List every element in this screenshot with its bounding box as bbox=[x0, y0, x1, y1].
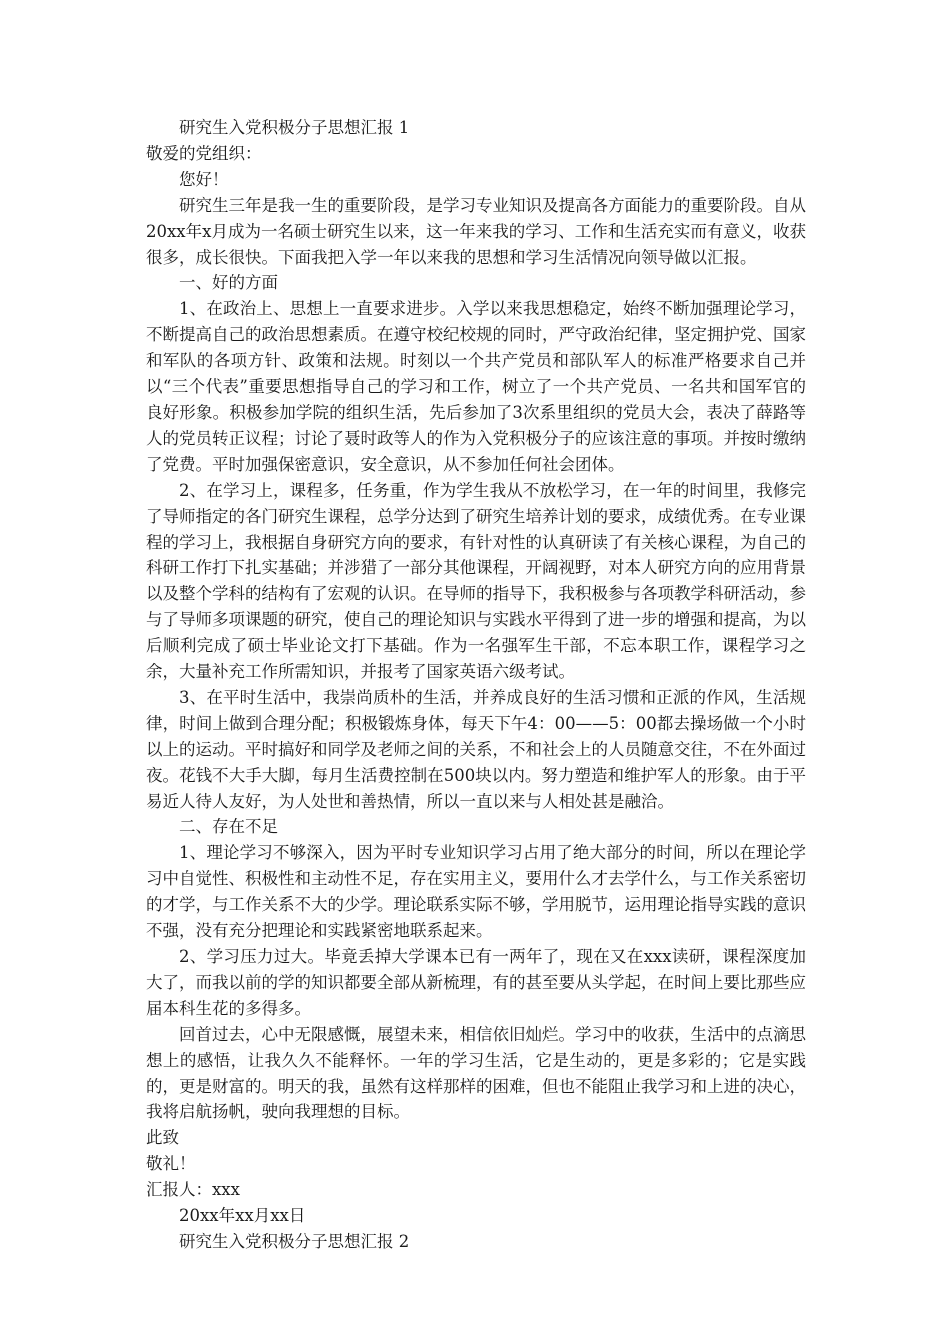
closing-line-2: 敬礼！ bbox=[146, 1154, 196, 1174]
reporter-line: 汇报人：xxx bbox=[146, 1180, 240, 1200]
section-2-heading: 二、存在不足 bbox=[179, 817, 278, 837]
section-1-paragraph-1: 1、在政治上、思想上一直要求进步。入学以来我思想稳定，始终不断加强理论学习，不断提高自己的政治思想素质。在遵守校纪校规的同时，严守政治纪律，坚定拥护党、国家和军队的各项方针、政策和法规。时刻以一个共产党员和部队军人的标准严格要求自己并以“三个代表”重要思想指导自己的学习和工作，树立了一个共产党员、一名共和国军官的良好形象。积极参加学院的组织生活，先后参加了3次系里组织的党员大会，表决了薛路等人的党员转正议程；讨论了聂时政等人的作为入党积极分子的应该注意的事项。并按时缴纳了党费。平时加强保密意识，安全意识，从不参加任何社会团体。 bbox=[146, 299, 806, 474]
salutation: 敬爱的党组织： bbox=[146, 143, 262, 163]
greeting: 您好！ bbox=[179, 169, 229, 189]
document-page bbox=[146, 115, 806, 1255]
section-1-paragraph-2: 2、在学习上，课程多，任务重，作为学生我从不放松学习，在一年的时间里，我修完了导师指定的各门研究生课程，总学分达到了研究生培养计划的要求，成绩优秀。在专业课程的学习上，我根据自身研究方向的要求，有针对性的认真研读了有关核心课程，为自己的科研工作打下扎实基础；并涉猎了一部分其他课程，开阔视野，对本人研究方向的应用背景以及整个学科的结构有了宏观的认识。在导师的指导下，我积极参与各项教学科研活动，参与了导师多项课题的研究，使自己的理论知识与实践水平得到了进一步的增强和提高，为以后顺利完成了硕士毕业论文打下基础。作为一名强军生干部，不忘本职工作，课程学习之余，大量补充工作所需知识，并报考了国家英语六级考试。 bbox=[146, 480, 806, 682]
section-2-paragraph-2: 2、学习压力过大。毕竟丢掉大学课本已有一两年了，现在又在xxx读研，课程深度加大了，而我以前的学的知识都要全部从新梳理，有的甚至要从头学起，在时间上要比那些应届本科生花的多得多。 bbox=[146, 947, 806, 1018]
intro-paragraph: 研究生三年是我一生的重要阶段，是学习专业知识及提高各方面能力的重要阶段。自从20xx年x月成为一名硕士研究生以来，这一年来我的学习、工作和生活充实而有意义，收获很多，成长很快。下面我把入学一年以来我的思想和学习生活情况向领导做以汇报。 bbox=[146, 195, 806, 267]
date-line: 20xx年xx月xx日 bbox=[179, 1206, 306, 1226]
section-2-paragraph-1: 1、理论学习不够深入，因为平时专业知识学习占用了绝大部分的时间，所以在理论学习中自觉性、积极性和主动性不足，存在实用主义，要用什么才去学什么，与工作关系密切的才学，与工作关系不大的少学。理论联系实际不够，学用脱节，运用理论指导实践的意识不强，没有充分把理论和实践紧密地联系起来。 bbox=[146, 843, 806, 941]
section-1-paragraph-3: 3、在平时生活中，我崇尚质朴的生活，并养成良好的生活习惯和正派的作风，生活规律，时间上做到合理分配；积极锻炼身体，每天下午4：00——5：00都去操场做一个小时以上的运动。平时搞好和同学及老师之间的关系，不和社会上的人员随意交往，不在外面过夜。花钱不大手大脚，每月生活费控制在500块以内。努力塑造和维护军人的形象。由于平易近人待人友好，为人处世和善热情，所以一直以来与人相处甚是融洽。 bbox=[146, 687, 806, 811]
closing-line-1: 此致 bbox=[146, 1128, 179, 1148]
section-1-heading: 一、好的方面 bbox=[179, 273, 278, 293]
document-title-2: 研究生入党积极分子思想汇报 2 bbox=[179, 1231, 410, 1251]
conclusion-paragraph: 回首过去，心中无限感慨，展望未来，相信依旧灿烂。学习中的收获，生活中的点滴思想上的感悟，让我久久不能释怀。一年的学习生活，它是生动的，更是多彩的；它是实践的，更是财富的。明天的我，虽然有这样那样的困难，但也不能阻止我学习和上进的决心，我将启航扬帆，驶向我理想的目标。 bbox=[146, 1024, 806, 1122]
document-title-1: 研究生入党积极分子思想汇报 1 bbox=[179, 118, 410, 137]
